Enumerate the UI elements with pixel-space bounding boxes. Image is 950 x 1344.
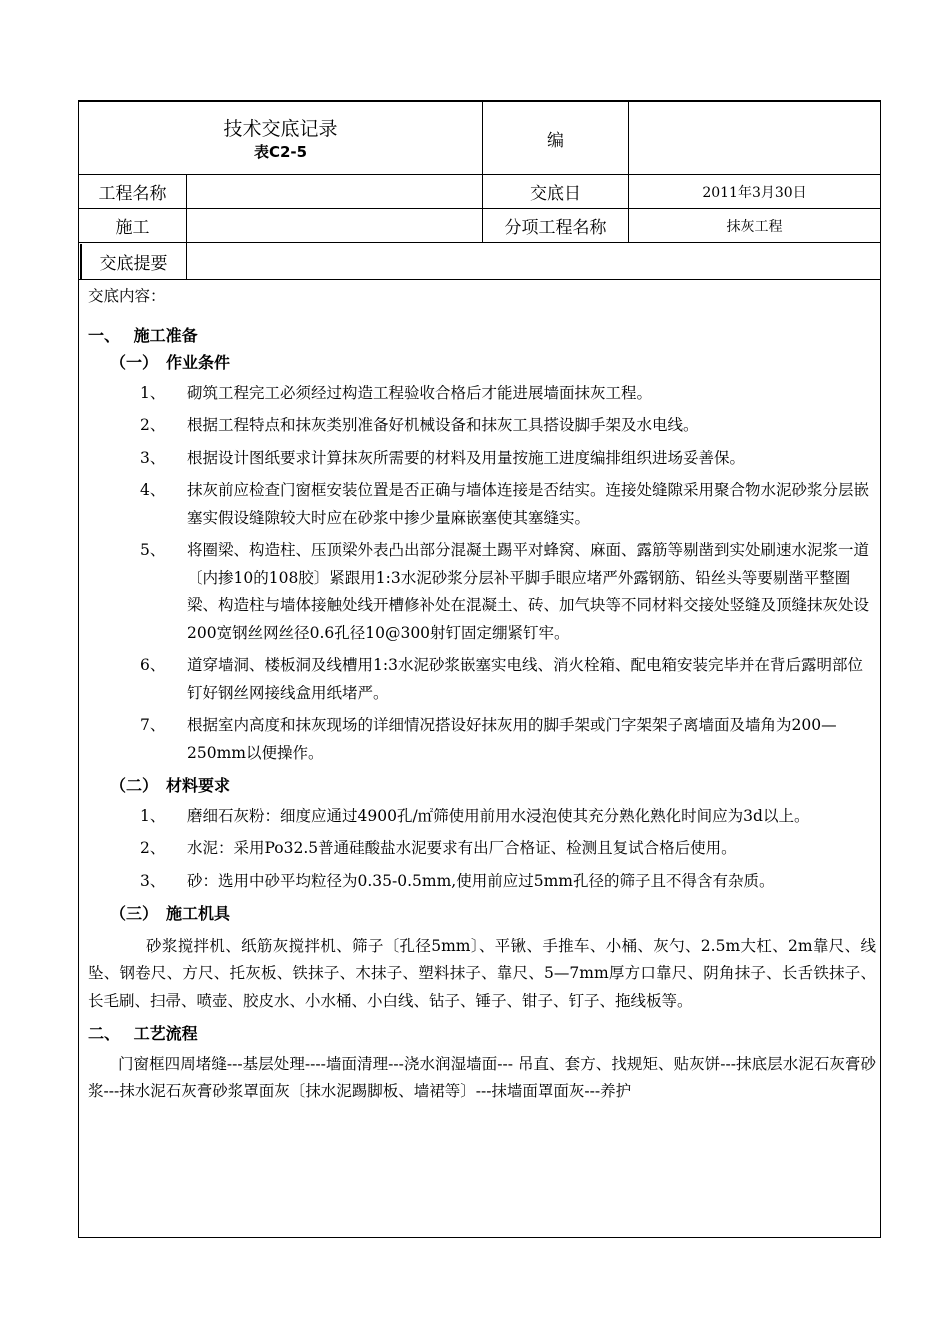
list-item-number: 6、 [140,656,166,674]
process-paragraph: 门窗框四周堵缝---基层处理----墙面清理---浇水润湿墙面--- 吊直、套方、找规矩、贴灰饼---抹底层水泥石灰膏砂浆---抹水泥石灰膏砂浆罩面灰〔抹水泥踢脚板、墙裙等〕---抹墙面罩面灰---养护 [88,1054,876,1100]
list-item-text: 根据工程特点和抹灰类别准备好机械设备和抹灰工具搭设脚手架及水电线。 [187,416,699,434]
list-item-number: 3、 [140,871,166,890]
subitem-label-cell [483,209,628,242]
summary-value-cell [187,243,880,279]
list-item-text: 根据设计图纸要求计算抹灰所需要的材料及用量按施工进度编排组织进场妥善保。 [187,448,746,467]
list-item-text: 水泥：采用Po32.5普通硅酸盐水泥要求有出厂合格证、检测且复试合格后使用。 [187,839,737,857]
list-item [88,445,876,473]
subitem-label: 分项工程名称 [504,218,607,238]
list-item-text: 道穿墙洞、楼板洞及线槽用1:3水泥砂浆嵌塞实电线、消火栓箱、配电箱安装完毕并在背后露明部位钉好钢丝网接线盒用纸堵严。 [187,656,863,702]
handover-date-label-cell [483,175,628,208]
list-item-text: 将圈梁、构造柱、压顶梁外表凸出部分混凝土踢平对蜂窝、麻面、露筋等剔凿到实处刷速水泥浆一道〔内掺10的108胶〕紧跟用1:3水泥砂浆分层补平脚手眼应堵严外露钢筋、铅丝头等要剔凿平整圈梁、构造柱与墙体接触处线开槽修补处在混凝土、砖、加气块等不同材料交接处竖缝及顶缝抹灰处设200宽钢丝网丝径0.6孔径10@300射钉固定绷紧钉牢。 [187,541,870,642]
list-item-text: 砂：选用中砂平均粒径为0.35-0.5mm,使用前应过5mm孔径的筛子且不得含有杂质。 [187,871,775,890]
list-item [88,652,876,707]
list-item-text: 磨细石灰粉：细度应通过4900孔/㎡筛使用前用水浸泡使其充分熟化熟化时间应为3d以上。 [187,806,810,825]
list-item [88,868,876,896]
summary-label: 交底提要 [99,253,168,274]
list-item [88,803,876,831]
table-rule [78,279,881,280]
header-title-cell [79,102,482,174]
list-item [88,380,876,408]
construction-label: 施工 [115,218,150,238]
list-item [88,712,876,767]
handover-date-value: 2011年3月30日 [702,184,807,201]
summary-label-cell [81,243,186,279]
handover-date-label: 交底日 [530,184,581,204]
project-name-label-cell [79,175,186,208]
tools-paragraph: 砂浆搅拌机、纸筋灰搅拌机、筛子〔孔径5mm〕、平锹、手推车、小桶、灰勺、2.5m大杠、2m靠尺、线坠、钢卷尺、方尺、托灰板、铁抹子、木抹子、塑料抹子、靠尺、5—7mm厚方口靠尺、阴角抹子、长舌铁抹子、长毛刷、扫帚、喷壶、胶皮水、小水桶、小白线、钻子、锤子、钳子、钉子、拖线板等。 [88,936,876,1010]
list-item-number: 3、 [140,448,166,467]
number-value-cell [629,102,880,174]
list-item-text: 砌筑工程完工必须经过构造工程验收合格后才能进展墙面抹灰工程。 [187,383,653,402]
project-name-label: 工程名称 [98,184,167,204]
number-label: 编 [547,130,564,151]
handover-content [88,283,876,1106]
section-heading-preparation: 一、 施工准备 [88,325,198,345]
section-heading-process: 二、 工艺流程 [88,1024,198,1043]
construction-label-cell [79,209,186,242]
handover-date-value-cell [629,175,880,208]
document-title: 技术交底记录 [223,118,338,140]
subitem-value: 抹灰工程 [726,218,783,235]
number-label-cell [483,102,628,174]
subsection-heading-tools: （三） 施工机具 [110,904,231,923]
list-item-number: 4、 [140,481,166,499]
project-name-value-cell [187,175,482,208]
list-item-number: 1、 [140,383,166,402]
list-item-number: 7、 [140,716,166,734]
list-item-number: 1、 [140,806,166,825]
list-item [88,835,876,863]
list-item [88,477,876,532]
list-item-text: 抹灰前应检查门窗框安装位置是否正确与墙体连接是否结实。连接处缝隙采用聚合物水泥砂浆分层嵌塞实假设缝隙较大时应在砂浆中掺少量麻嵌塞使其塞缝实。 [187,481,870,527]
list-item [88,537,876,647]
subsection-heading-materials: （二） 材料要求 [110,776,231,795]
list-item-number: 5、 [140,541,166,559]
list-item-number: 2、 [140,839,166,857]
form-code: 表C2-5 [253,143,308,161]
subsection-heading-conditions: （一） 作业条件 [110,353,231,372]
content-intro: 交底内容： [88,287,166,305]
list-item-text: 根据室内高度和抹灰现场的详细情况搭设好抹灰用的脚手架或门字架架子离墙面及墙角为200—250mm以便操作。 [187,716,837,762]
list-item-number: 2、 [140,416,166,434]
subitem-value-cell [629,209,880,242]
list-item [88,412,876,440]
construction-value-cell [187,209,482,242]
